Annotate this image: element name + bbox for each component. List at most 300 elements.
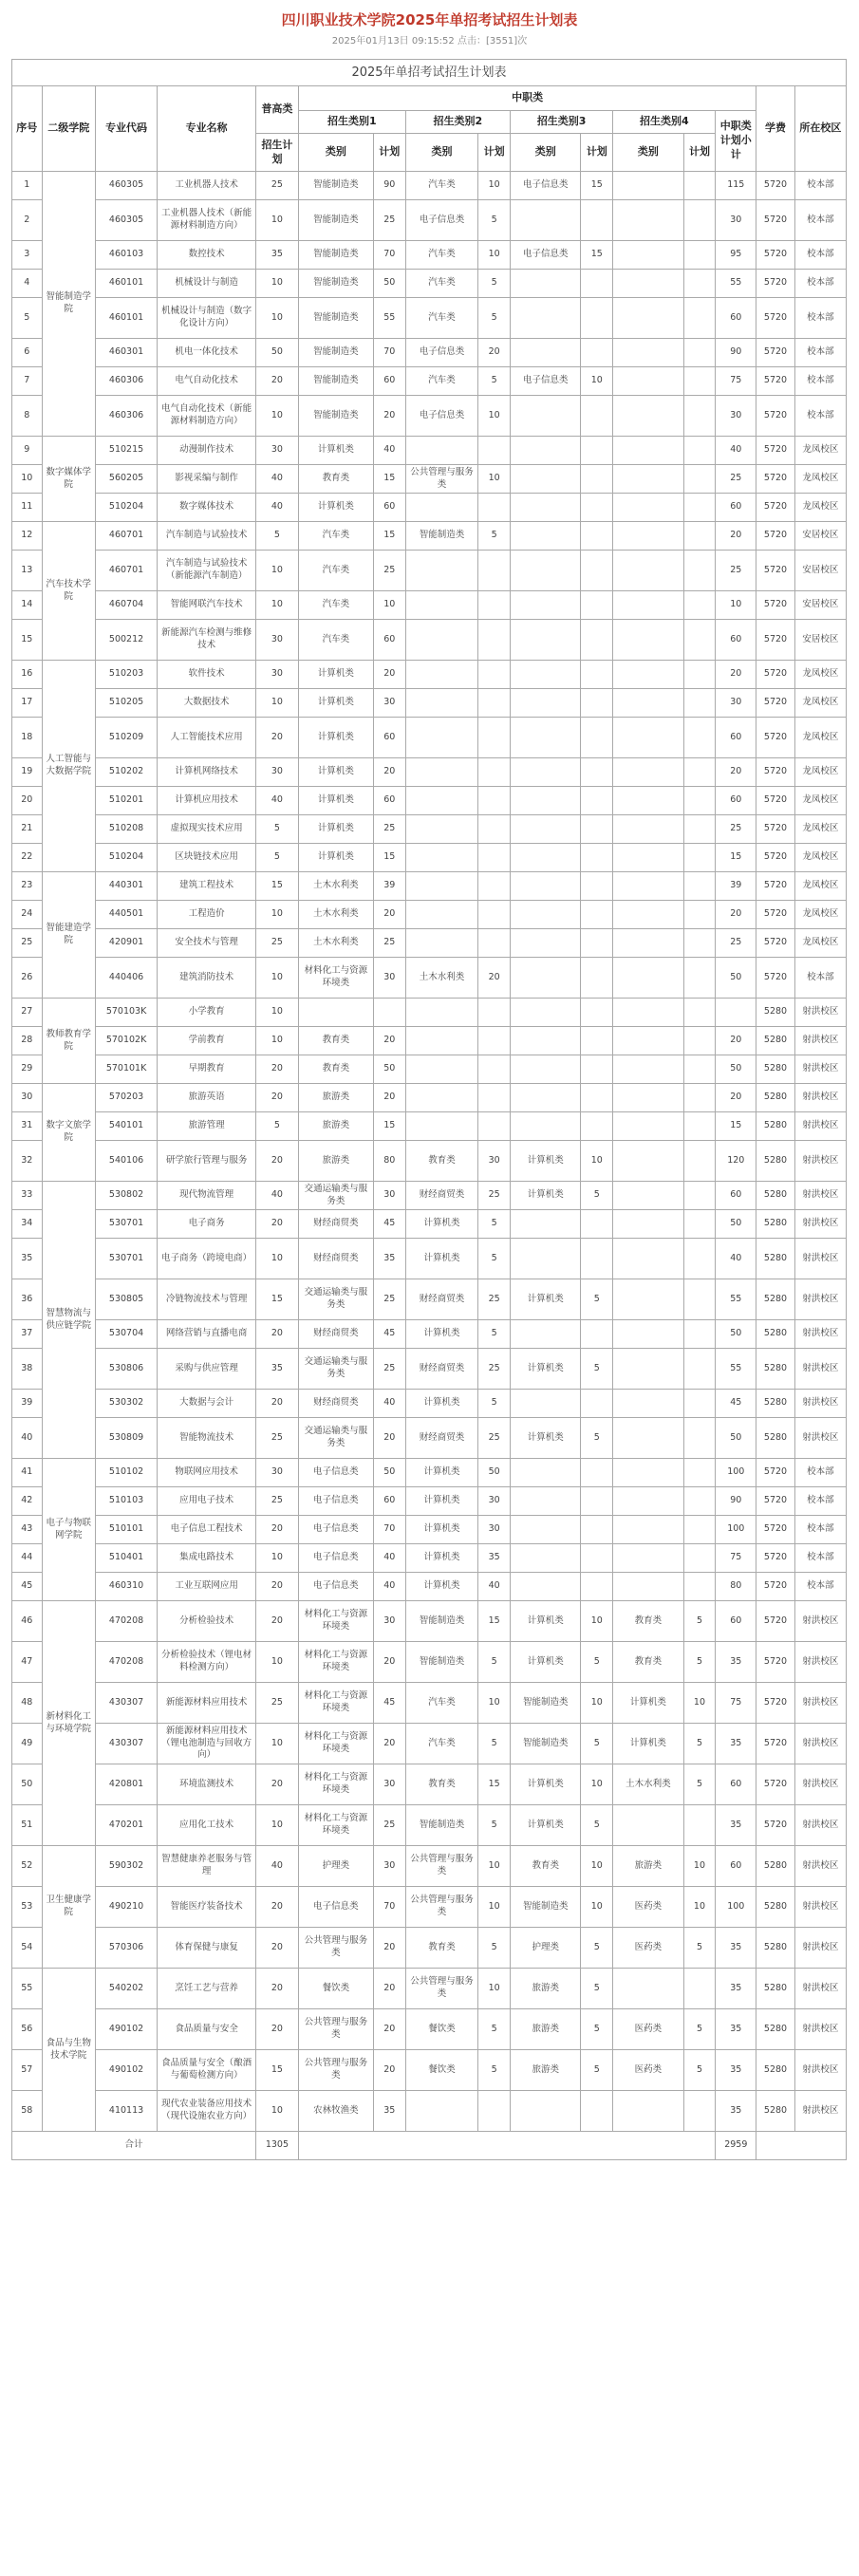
major-code-cell: 440501 (95, 901, 157, 929)
tuition-cell: 5280 (756, 1390, 795, 1418)
cat3-type-cell (511, 1027, 581, 1055)
major-name-cell: 环境监测技术 (158, 1764, 256, 1805)
cat3-type-cell (511, 298, 581, 339)
subtotal-cell: 50 (716, 1055, 756, 1084)
cat3-type-cell: 电子信息类 (511, 367, 581, 396)
cat4-count-cell: 5 (683, 2050, 716, 2091)
cat3-count-cell: 15 (581, 172, 613, 200)
major-name-cell: 采购与供应管理 (158, 1349, 256, 1390)
table-row (12, 1112, 847, 1141)
cat2-type-cell: 公共管理与服务类 (405, 465, 478, 494)
cat1-count-cell: 25 (373, 551, 405, 591)
gaozhong-plan-cell: 25 (255, 1683, 298, 1724)
major-name-cell: 汽车制造与试验技术（新能源汽车制造） (158, 551, 256, 591)
major-code-cell: 460704 (95, 591, 157, 620)
table-row (12, 1459, 847, 1487)
cat3-type-cell (511, 661, 581, 689)
tuition-cell: 5280 (756, 1027, 795, 1055)
major-code-cell: 470208 (95, 1642, 157, 1683)
campus-cell: 校本部 (794, 1544, 846, 1573)
seq-cell: 41 (12, 1459, 43, 1487)
gaozhong-plan-cell: 10 (255, 200, 298, 241)
cat1-type-cell: 材料化工与资源环境类 (298, 1805, 373, 1846)
total-blank (298, 2132, 715, 2160)
cat3-count-cell (581, 1112, 613, 1141)
cat4-type-cell (613, 465, 683, 494)
cat4-type-cell (613, 929, 683, 958)
table-caption: 2025年单招考试招生计划表 (11, 59, 847, 85)
seq-cell: 31 (12, 1112, 43, 1141)
major-code-cell: 510401 (95, 1544, 157, 1573)
campus-cell: 龙凤校区 (794, 465, 846, 494)
cat4-type-cell (613, 1418, 683, 1459)
major-code-cell: 560205 (95, 465, 157, 494)
cat2-type-cell: 智能制造类 (405, 1642, 478, 1683)
major-code-cell: 460701 (95, 522, 157, 551)
major-code-cell: 570306 (95, 1928, 157, 1969)
major-code-cell: 470201 (95, 1805, 157, 1846)
tuition-cell: 5280 (756, 2009, 795, 2050)
cat3-count-cell (581, 901, 613, 929)
cat1-type-cell: 土木水利类 (298, 901, 373, 929)
major-code-cell: 510209 (95, 718, 157, 758)
cat4-type-cell (613, 958, 683, 999)
gaozhong-plan-cell: 10 (255, 1805, 298, 1846)
col-gaozhong: 普高类 (255, 86, 298, 134)
subtotal-cell: 20 (716, 661, 756, 689)
major-name-cell: 人工智能技术应用 (158, 718, 256, 758)
cat4-type-cell (613, 339, 683, 367)
campus-cell: 射洪校区 (794, 1601, 846, 1642)
cat3-type-cell (511, 1487, 581, 1516)
cat2-count-cell: 15 (478, 1764, 511, 1805)
cat3-type-cell: 计算机类 (511, 1141, 581, 1182)
cat2-type-cell (405, 661, 478, 689)
cat2-count-cell: 30 (478, 1487, 511, 1516)
college-cell: 教师教育学院 (42, 999, 95, 1084)
cat2-type-cell: 教育类 (405, 1764, 478, 1805)
cat1-count-cell: 25 (373, 200, 405, 241)
table-row (12, 1141, 847, 1182)
gaozhong-plan-cell: 20 (255, 1969, 298, 2009)
subtotal-cell: 40 (716, 1239, 756, 1279)
major-name-cell: 工业互联网应用 (158, 1573, 256, 1601)
major-name-cell: 早期教育 (158, 1055, 256, 1084)
col-cat1-count: 计划 (373, 134, 405, 172)
seq-cell: 55 (12, 1969, 43, 2009)
cat2-type-cell: 电子信息类 (405, 396, 478, 437)
cat4-count-cell (683, 1544, 716, 1573)
gaozhong-plan-cell: 10 (255, 298, 298, 339)
table-body (12, 172, 847, 2160)
cat3-count-cell: 10 (581, 367, 613, 396)
gaozhong-plan-cell: 30 (255, 620, 298, 661)
cat3-type-cell: 计算机类 (511, 1805, 581, 1846)
table-row (12, 2091, 847, 2132)
cat3-type-cell (511, 901, 581, 929)
subtotal-cell (716, 999, 756, 1027)
cat2-type-cell: 餐饮类 (405, 2050, 478, 2091)
cat4-count-cell: 5 (683, 1642, 716, 1683)
cat3-type-cell (511, 844, 581, 872)
college-cell: 智慧物流与供应链学院 (42, 1182, 95, 1459)
seq-cell: 45 (12, 1573, 43, 1601)
table-row (12, 872, 847, 901)
gaozhong-plan-cell: 35 (255, 241, 298, 270)
cat2-count-cell (478, 591, 511, 620)
table-row (12, 1418, 847, 1459)
cat4-count-cell (683, 1084, 716, 1112)
seq-cell: 18 (12, 718, 43, 758)
campus-cell: 龙凤校区 (794, 787, 846, 815)
gaozhong-plan-cell: 10 (255, 999, 298, 1027)
cat4-type-cell (613, 1459, 683, 1487)
college-cell: 智能制造学院 (42, 172, 95, 437)
seq-cell: 51 (12, 1805, 43, 1846)
cat4-type-cell (613, 872, 683, 901)
cat1-count-cell: 25 (373, 815, 405, 844)
major-name-cell: 电气自动化技术（新能源材料制造方向） (158, 396, 256, 437)
tuition-cell: 5280 (756, 1928, 795, 1969)
cat1-count-cell: 30 (373, 958, 405, 999)
major-code-cell: 490210 (95, 1887, 157, 1928)
cat1-type-cell: 财经商贸类 (298, 1239, 373, 1279)
cat2-count-cell: 25 (478, 1182, 511, 1210)
gaozhong-plan-cell: 40 (255, 494, 298, 522)
cat2-count-cell: 5 (478, 1724, 511, 1764)
major-code-cell: 510101 (95, 1516, 157, 1544)
cat3-count-cell: 5 (581, 1349, 613, 1390)
gaozhong-plan-cell: 40 (255, 787, 298, 815)
seq-cell: 10 (12, 465, 43, 494)
major-code-cell: 530704 (95, 1320, 157, 1349)
cat3-type-cell (511, 200, 581, 241)
gaozhong-plan-cell: 20 (255, 1320, 298, 1349)
subtotal-cell: 20 (716, 758, 756, 787)
cat4-type-cell (613, 620, 683, 661)
cat3-type-cell: 计算机类 (511, 1182, 581, 1210)
cat1-type-cell: 电子信息类 (298, 1544, 373, 1573)
cat1-count-cell (373, 999, 405, 1027)
cat1-type-cell: 材料化工与资源环境类 (298, 1601, 373, 1642)
cat1-type-cell: 旅游类 (298, 1112, 373, 1141)
major-name-cell: 数字媒体技术 (158, 494, 256, 522)
cat1-type-cell: 汽车类 (298, 620, 373, 661)
cat3-type-cell (511, 958, 581, 999)
cat3-type-cell: 旅游类 (511, 2050, 581, 2091)
cat3-count-cell: 5 (581, 1182, 613, 1210)
cat1-count-cell: 20 (373, 1724, 405, 1764)
campus-cell: 龙凤校区 (794, 872, 846, 901)
tuition-cell: 5280 (756, 1279, 795, 1320)
cat2-count-cell: 25 (478, 1279, 511, 1320)
major-code-cell: 460701 (95, 551, 157, 591)
table-row (12, 494, 847, 522)
major-code-cell: 510201 (95, 787, 157, 815)
col-cat2-count: 计划 (478, 134, 511, 172)
seq-cell: 53 (12, 1887, 43, 1928)
gaozhong-plan-cell: 20 (255, 1928, 298, 1969)
major-name-cell: 食品质量与安全 (158, 2009, 256, 2050)
cat3-type-cell: 教育类 (511, 1846, 581, 1887)
cat4-type-cell (613, 1573, 683, 1601)
campus-cell: 龙凤校区 (794, 494, 846, 522)
cat1-type-cell: 材料化工与资源环境类 (298, 1642, 373, 1683)
col-cat1-type: 类别 (298, 134, 373, 172)
cat1-count-cell: 20 (373, 901, 405, 929)
seq-cell: 29 (12, 1055, 43, 1084)
col-seq: 序号 (12, 86, 43, 172)
subtotal-cell: 55 (716, 270, 756, 298)
cat2-type-cell (405, 999, 478, 1027)
cat4-type-cell (613, 718, 683, 758)
gaozhong-plan-cell: 20 (255, 1887, 298, 1928)
cat1-type-cell: 智能制造类 (298, 298, 373, 339)
cat2-type-cell (405, 1027, 478, 1055)
total-tail (756, 2132, 847, 2160)
col-zhongzhi: 中职类 (298, 86, 756, 111)
cat2-count-cell: 5 (478, 1239, 511, 1279)
cat2-type-cell: 汽车类 (405, 172, 478, 200)
cat1-type-cell: 财经商贸类 (298, 1210, 373, 1239)
col-campus: 所在校区 (794, 86, 846, 172)
subtotal-cell: 90 (716, 1487, 756, 1516)
table-row (12, 1683, 847, 1724)
tuition-cell: 5720 (756, 872, 795, 901)
cat4-type-cell: 旅游类 (613, 1846, 683, 1887)
cat1-type-cell: 计算机类 (298, 844, 373, 872)
cat3-count-cell (581, 1055, 613, 1084)
gaozhong-plan-cell: 10 (255, 958, 298, 999)
cat4-count-cell: 10 (683, 1846, 716, 1887)
cat3-type-cell: 计算机类 (511, 1601, 581, 1642)
cat1-count-cell: 60 (373, 787, 405, 815)
cat3-type-cell: 计算机类 (511, 1349, 581, 1390)
major-code-cell: 460101 (95, 298, 157, 339)
table-row (12, 172, 847, 200)
table-row (12, 1846, 847, 1887)
cat2-count-cell (478, 787, 511, 815)
cat2-type-cell (405, 494, 478, 522)
campus-cell: 龙凤校区 (794, 437, 846, 465)
cat2-count-cell (478, 689, 511, 718)
cat3-type-cell (511, 1210, 581, 1239)
major-name-cell: 大数据技术 (158, 689, 256, 718)
major-code-cell: 510103 (95, 1487, 157, 1516)
table-row (12, 1601, 847, 1642)
gaozhong-plan-cell: 30 (255, 437, 298, 465)
cat4-count-cell (683, 901, 716, 929)
major-code-cell: 510204 (95, 844, 157, 872)
cat4-type-cell: 教育类 (613, 1601, 683, 1642)
major-name-cell: 新能源材料应用技术 (158, 1683, 256, 1724)
major-name-cell: 分析检验技术 (158, 1601, 256, 1642)
cat3-count-cell (581, 270, 613, 298)
cat4-type-cell (613, 591, 683, 620)
cat2-type-cell: 土木水利类 (405, 958, 478, 999)
seq-cell: 34 (12, 1210, 43, 1239)
cat4-count-cell (683, 787, 716, 815)
campus-cell: 射洪校区 (794, 2091, 846, 2132)
major-name-cell: 分析检验技术（锂电材料检测方向） (158, 1642, 256, 1683)
cat3-count-cell: 5 (581, 1724, 613, 1764)
cat2-count-cell: 5 (478, 298, 511, 339)
table-row (12, 999, 847, 1027)
tuition-cell: 5720 (756, 339, 795, 367)
campus-cell: 射洪校区 (794, 1210, 846, 1239)
subtotal-cell: 55 (716, 1349, 756, 1390)
college-cell: 食品与生物技术学院 (42, 1969, 95, 2132)
cat2-count-cell: 35 (478, 1544, 511, 1573)
campus-cell: 射洪校区 (794, 1764, 846, 1805)
cat4-count-cell (683, 1320, 716, 1349)
cat3-count-cell: 15 (581, 241, 613, 270)
cat2-type-cell (405, 1084, 478, 1112)
cat1-type-cell: 餐饮类 (298, 1969, 373, 2009)
cat1-type-cell: 计算机类 (298, 494, 373, 522)
campus-cell: 校本部 (794, 1459, 846, 1487)
subtotal-cell: 39 (716, 872, 756, 901)
total-label: 合计 (12, 2132, 256, 2160)
cat4-type-cell (613, 270, 683, 298)
cat1-type-cell: 计算机类 (298, 815, 373, 844)
gaozhong-plan-cell: 35 (255, 1349, 298, 1390)
campus-cell: 龙凤校区 (794, 929, 846, 958)
major-name-cell: 智能物流技术 (158, 1418, 256, 1459)
cat4-count-cell (683, 551, 716, 591)
cat1-count-cell: 70 (373, 1887, 405, 1928)
cat1-count-cell: 20 (373, 396, 405, 437)
table-row (12, 1320, 847, 1349)
tuition-cell: 5720 (756, 1544, 795, 1573)
cat3-count-cell (581, 1390, 613, 1418)
cat3-count-cell: 5 (581, 1928, 613, 1969)
major-name-cell: 现代物流管理 (158, 1182, 256, 1210)
seq-cell: 43 (12, 1516, 43, 1544)
tuition-cell: 5280 (756, 1112, 795, 1141)
cat2-count-cell: 20 (478, 958, 511, 999)
cat1-count-cell: 20 (373, 2050, 405, 2091)
subtotal-cell: 80 (716, 1573, 756, 1601)
cat4-count-cell (683, 437, 716, 465)
campus-cell: 射洪校区 (794, 1642, 846, 1683)
cat2-count-cell: 5 (478, 270, 511, 298)
major-name-cell: 智能医疗装备技术 (158, 1887, 256, 1928)
subtotal-cell: 25 (716, 815, 756, 844)
cat1-type-cell: 汽车类 (298, 522, 373, 551)
seq-cell: 46 (12, 1601, 43, 1642)
subtotal-cell: 35 (716, 1928, 756, 1969)
col-cat1: 招生类别1 (298, 111, 405, 134)
cat2-count-cell (478, 494, 511, 522)
gaozhong-plan-cell: 25 (255, 172, 298, 200)
cat4-count-cell (683, 522, 716, 551)
major-code-cell: 420901 (95, 929, 157, 958)
cat4-count-cell (683, 591, 716, 620)
table-row (12, 1642, 847, 1683)
major-code-cell: 460101 (95, 270, 157, 298)
major-name-cell: 小学教育 (158, 999, 256, 1027)
cat4-count-cell (683, 1418, 716, 1459)
cat2-count-cell (478, 620, 511, 661)
cat4-count-cell: 5 (683, 2009, 716, 2050)
gaozhong-plan-cell: 10 (255, 1724, 298, 1764)
cat3-count-cell (581, 1573, 613, 1601)
cat1-type-cell: 计算机类 (298, 437, 373, 465)
cat4-count-cell (683, 2091, 716, 2132)
seq-cell: 28 (12, 1027, 43, 1055)
subtotal-cell: 60 (716, 1846, 756, 1887)
cat4-type-cell (613, 200, 683, 241)
cat1-count-cell: 45 (373, 1320, 405, 1349)
cat4-count-cell (683, 620, 716, 661)
cat2-count-cell: 30 (478, 1141, 511, 1182)
subtotal-cell: 120 (716, 1141, 756, 1182)
cat3-type-cell (511, 815, 581, 844)
cat4-type-cell: 医药类 (613, 1887, 683, 1928)
table-row (12, 298, 847, 339)
cat1-type-cell: 电子信息类 (298, 1887, 373, 1928)
major-code-cell: 490102 (95, 2050, 157, 2091)
cat3-count-cell: 10 (581, 1601, 613, 1642)
cat2-type-cell (405, 844, 478, 872)
cat4-count-cell (683, 1027, 716, 1055)
cat4-count-cell (683, 1210, 716, 1239)
cat4-count-cell (683, 494, 716, 522)
gaozhong-plan-cell: 5 (255, 844, 298, 872)
tuition-cell: 5720 (756, 367, 795, 396)
gaozhong-plan-cell: 25 (255, 929, 298, 958)
cat2-count-cell (478, 661, 511, 689)
cat2-type-cell: 计算机类 (405, 1573, 478, 1601)
major-name-cell: 旅游英语 (158, 1084, 256, 1112)
enrollment-plan-table (11, 85, 847, 2160)
cat3-count-cell (581, 522, 613, 551)
col-cat4-type: 类别 (613, 134, 683, 172)
cat3-type-cell: 旅游类 (511, 2009, 581, 2050)
gaozhong-plan-cell: 20 (255, 1084, 298, 1112)
cat2-count-cell: 30 (478, 1516, 511, 1544)
cat2-count-cell (478, 844, 511, 872)
table-row (12, 929, 847, 958)
cat3-count-cell: 5 (581, 1969, 613, 2009)
cat2-type-cell (405, 591, 478, 620)
cat2-count-cell (478, 999, 511, 1027)
cat3-type-cell (511, 551, 581, 591)
cat3-type-cell (511, 1055, 581, 1084)
tuition-cell: 5720 (756, 1724, 795, 1764)
cat1-type-cell: 智能制造类 (298, 367, 373, 396)
cat3-count-cell: 5 (581, 1279, 613, 1320)
cat3-count-cell (581, 1239, 613, 1279)
table-row (12, 1027, 847, 1055)
cat2-type-cell: 智能制造类 (405, 522, 478, 551)
cat3-count-cell: 10 (581, 1846, 613, 1887)
cat3-count-cell (581, 551, 613, 591)
gaozhong-plan-cell: 40 (255, 1182, 298, 1210)
major-code-cell: 530806 (95, 1349, 157, 1390)
gaozhong-plan-cell: 10 (255, 270, 298, 298)
cat1-count-cell: 45 (373, 1210, 405, 1239)
subtotal-cell: 60 (716, 494, 756, 522)
major-name-cell: 工业机器人技术（新能源材料制造方向） (158, 200, 256, 241)
cat4-type-cell (613, 172, 683, 200)
cat3-count-cell: 10 (581, 1141, 613, 1182)
seq-cell: 24 (12, 901, 43, 929)
table-row (12, 1516, 847, 1544)
cat4-type-cell (613, 2091, 683, 2132)
cat2-count-cell: 10 (478, 465, 511, 494)
